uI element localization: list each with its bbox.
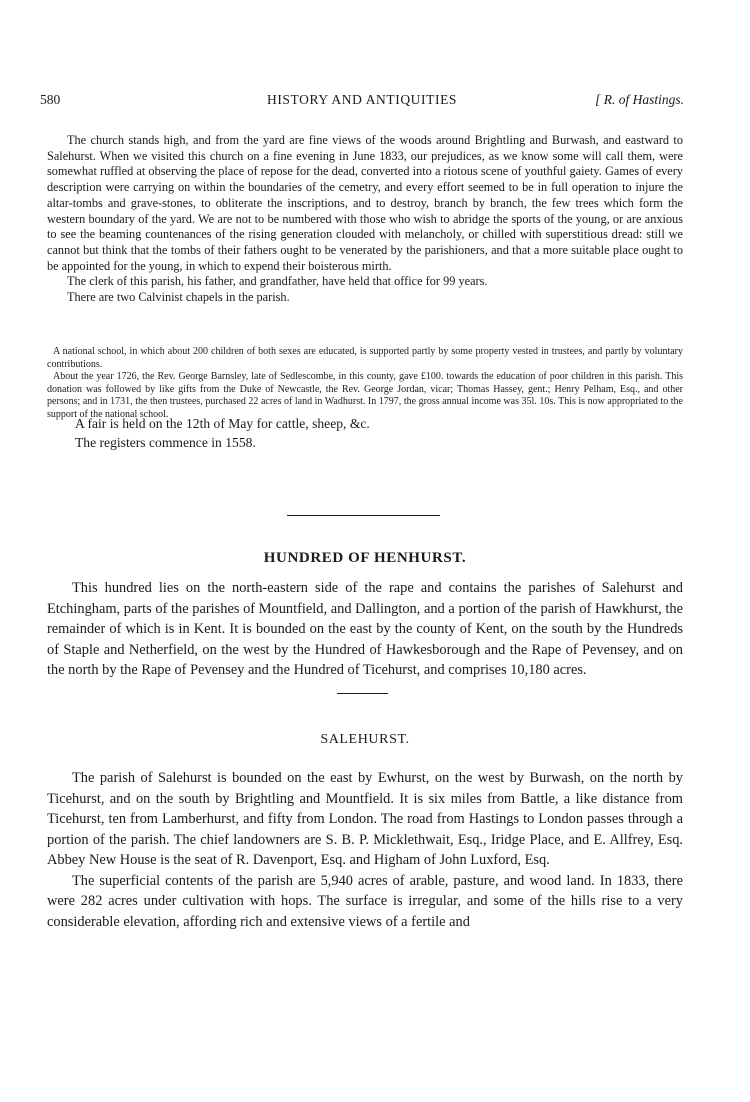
salehurst-paragraph-1: The parish of Salehurst is bounded on the east by Ewhurst, on the west by Burwash, on the north by Ticehurst, and on the south by Brightling and Mountfield. It is six miles from Battle, a like distance from Ticehurst, ten from Lamberhurst, and fifty from London. The road from Hastings to London passes through a portion of the parish. The chief landowners are S. B. P. Micklethwait, Esq., Iridge Place, and E. Allfrey, Esq. Abbey New House is the seat of R. Davenport, Esq. and Higham of John Luxford, Esq. <box>47 770 683 868</box>
short-divider <box>337 693 388 694</box>
school-notes <box>47 346 683 422</box>
registers-line: The registers commence in 1558. <box>75 435 256 450</box>
hundred-description <box>47 578 683 681</box>
section-marker: [ R. of Hastings. <box>595 92 684 107</box>
page-number: 580 <box>40 92 61 107</box>
section-divider <box>287 515 440 516</box>
church-description <box>47 133 683 306</box>
chapels-paragraph: There are two Calvinist chapels in the parish. <box>67 290 290 305</box>
hundred-paragraph: This hundred lies on the north-eastern side of the rape and contains the parishes of Salehurst and Etchingham, parts of the parishes of Mountfield, and Dallington, and a portion of the parish of Hawkhurst, the remainder of which is in Kent. It is bounded on the east by the county of Kent, on the south by the Hundreds of Staple and Netherfield, on the west by the Hundred of Hawkesborough and the Rape of Pevensey, and on the north by the Rape of Pevensey and the Hundred of Ticehurst, and comprises 10,180 acres. <box>47 580 683 678</box>
fair-line: A fair is held on the 12th of May for cattle, sheep, &c. <box>75 416 370 431</box>
salehurst-paragraph-2: The superficial contents of the parish are 5,940 acres of arable, pasture, and wood land. In 1833, there were 282 acres under cultivation with hops. The surface is irregular, and some of the hills rise to a very considerable elevation, affording rich and extensive views of a fertile and <box>47 872 683 930</box>
fair-and-registers <box>47 414 683 452</box>
running-header <box>40 92 684 112</box>
running-title: HISTORY AND ANTIQUITIES <box>266 92 458 107</box>
salehurst-description <box>47 768 683 932</box>
clerk-paragraph: The clerk of this parish, his father, and grandfather, have held that office for 99 years. <box>67 274 488 289</box>
hundred-heading: HUNDRED OF HENHURST. <box>263 550 467 566</box>
church-paragraph: The church stands high, and from the yard are fine views of the woods around Brightling and Burwash, and eastward to Salehurst. When we visited this church on a fine evening in June 1833, our prejudices, as we know some will call them, were somewhat ruffled at observing the place of repose for the dead, converted into a riotous scene of youthful gaiety. Games of every description were carrying on within the boundaries of the cemetry, and every effort seemed to be in full operation to injure the altar-tombs and grave-stones, to obliterate the inscriptions, and to destroy, branch by branch, the few trees which form the western boundary of the yard. We are not to be numbered with those who wish to abridge the sports of the young, or are anxious to see the beaming countenances of the rising generation clouded with melancholy, or chilled with superstitious dread: still we cannot but think that the tombs of their fathers ought to be venerated by the parishioners, and that a more suitable place ought to be appointed for the young, in which to expend their boisterous mirth. <box>47 133 683 273</box>
national-school-note: A national school, in which about 200 children of both sexes are educated, is supported partly by some property vested in trustees, and partly by voluntary contributions. <box>47 346 683 370</box>
salehurst-heading: SALEHURST. <box>320 732 410 747</box>
donation-note: About the year 1726, the Rev. George Barnsley, late of Sedlescombe, in this county, gave £100. towards the education of poor children in this parish. This donation was followed by like gifts from the Duke of Newcastle, the Rev. George Jordan, vicar; Thomas Hassey, gent.; Henry Pelham, Esq., and other persons; and in 1731, the then trustees, purchased 22 acres of land in Wadhurst. In 1797, the gross annual income was 35l. 10s. This is now appropriated to the support of the national school. <box>47 371 683 420</box>
